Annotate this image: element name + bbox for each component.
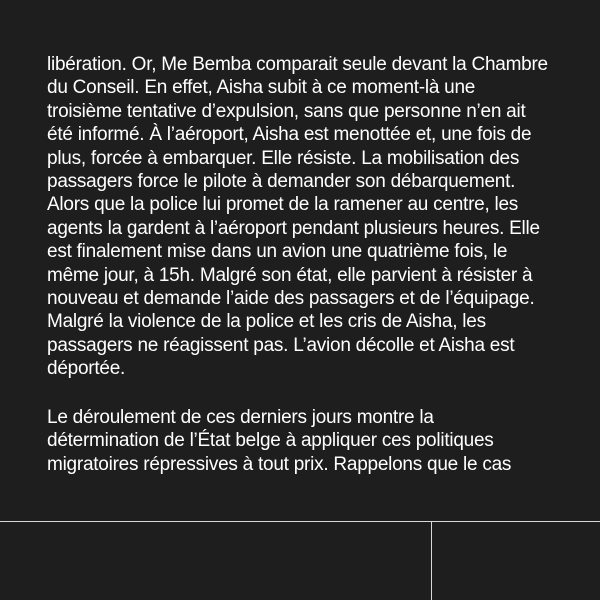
footer-divider-horizontal <box>0 521 600 522</box>
footer-divider-vertical <box>431 521 432 600</box>
article-paragraph-1: libération. Or, Me Bemba comparait seule devant la Chambre du Conseil. En effet, Aisha subit à ce moment-là une troisième tentative d’expulsion, sans que personne n’en ait été informé. À l’aéroport, Aisha est menottée et, une fois de plus, forcée à embarquer. Elle résiste. La mobilisation des passagers force le pilote à demander son débarquement. Alors que la police lui promet de la ramener au centre, les agents la gardent à l’aéroport pendant plusieurs heures. Elle est finalement mise dans un avion une quatrième fois, le même jour, à 15h. Malgré son état, elle parvient à résister à nouveau et demande l’aide des passagers et de l’équipage. Malgré la violence de la police et les cris de Aisha, les passagers ne réagissent pas. L’avion décolle et Aisha est déportée. <box>47 54 548 380</box>
article-paragraph-2: Le déroulement de ces derniers jours montre la détermination de l’État belge à appliquer ces politiques migratoires répressives à tout prix. Rappelons que le cas <box>47 407 512 475</box>
